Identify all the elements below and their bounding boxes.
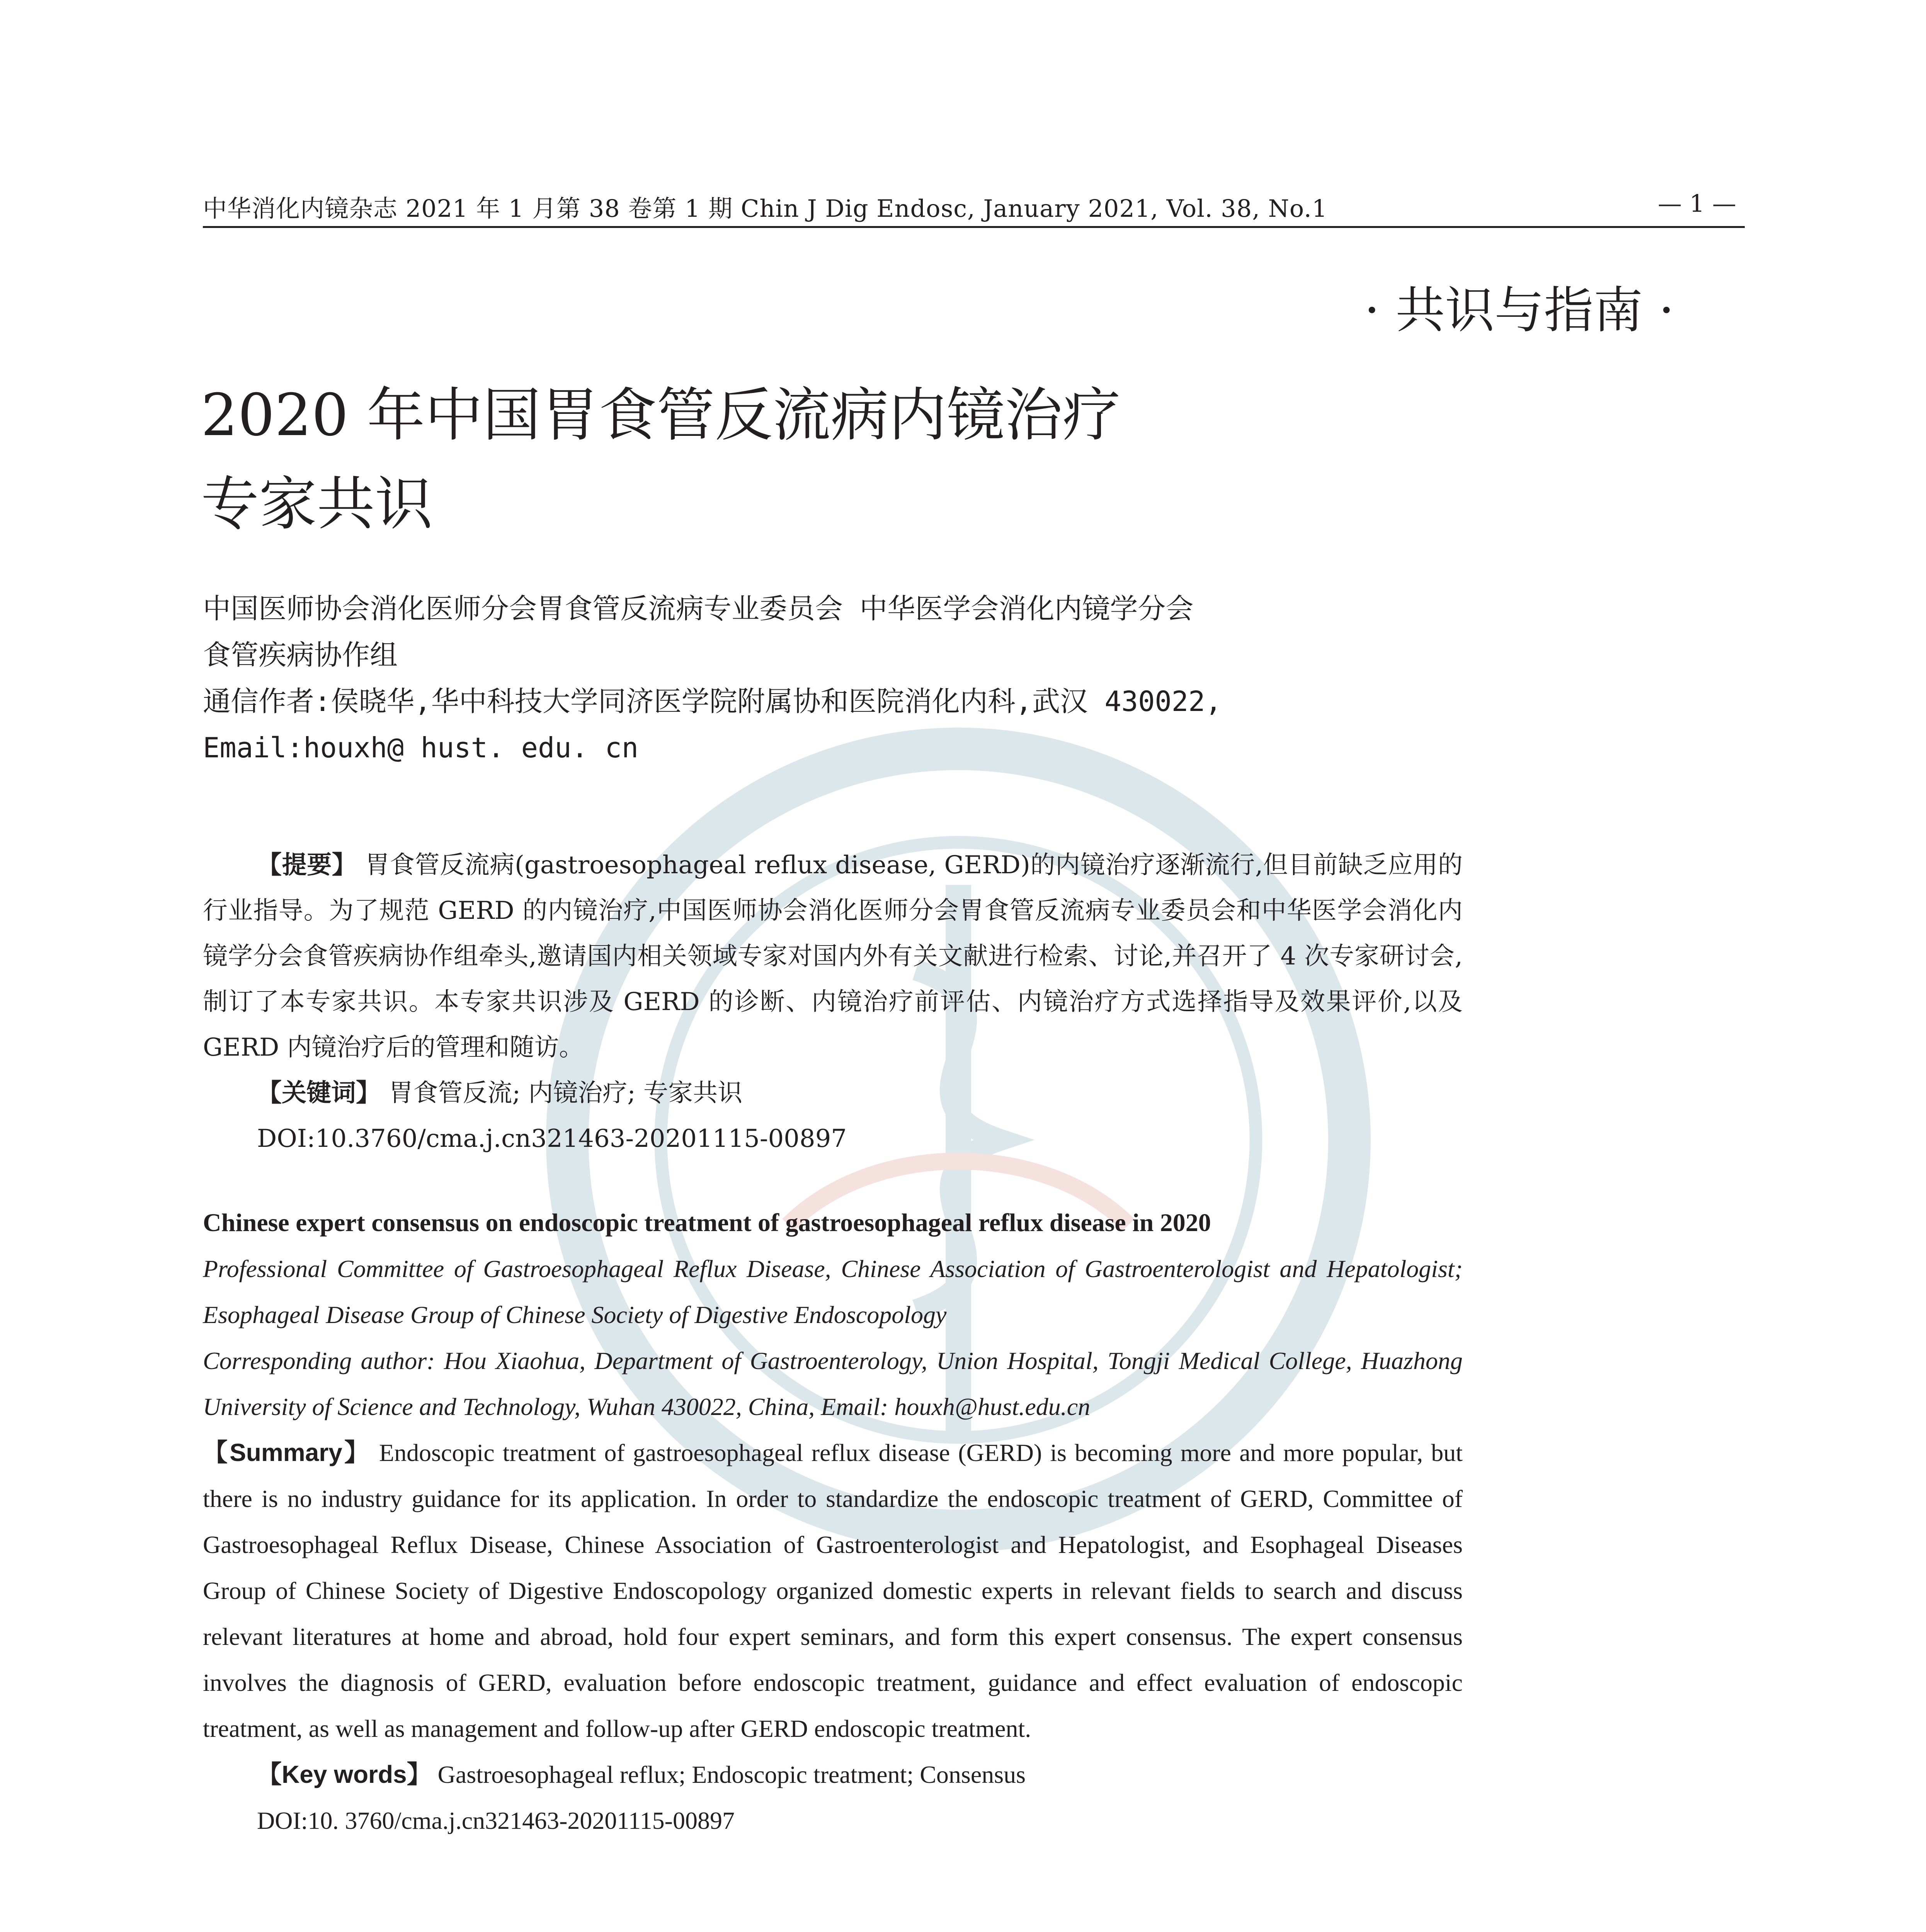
doi-cn: DOI:10.3760/cma.j.cn321463-20201115-00897: [257, 1124, 847, 1153]
section-tag: · 共识与指南 ·: [1364, 282, 1674, 339]
article-title-line-2: 专家共识: [201, 471, 433, 538]
header-divider: [203, 226, 1745, 228]
english-corresponding-author: Corresponding author: Hou Xiaohua, Department of Gastroenterology, Union Hospital, Tongji Medical College, Huazhong University of Science and Technology, Wuhan 430022, China, Email: houxh@hust.edu.cn: [203, 1347, 1463, 1420]
doi-en: DOI:10. 3760/cma.j.cn321463-20201115-00897: [257, 1807, 735, 1834]
keywords-cn: [203, 1070, 1463, 1116]
abstract-cn-text: 胃食管反流病(gastroesophageal reflux disease, GERD)的内镜治疗逐渐流行,但目前缺乏应用的行业指导。为了规范 GERD 的内镜治疗,中国医师协会消化医师分会胃食管反流病专业委员会和中华医学会消化内镜学分会食管疾病协作组牵头,邀请国内相关领域专家对国内外有关文献进行检索、讨论,并召开了 4 次专家研讨会,制订了本专家共识。本专家共识涉及 GERD 的诊断、内镜治疗前评估、内镜治疗方式选择指导及效果评价,以及 GERD 内镜治疗后的管理和随访。: [203, 851, 1463, 1062]
abstract-en: [203, 1200, 1463, 1844]
author-org-line-1: 中国医师协会消化医师分会胃食管反流病专业委员会 中华医学会消化内镜学分会: [203, 592, 1194, 625]
english-orgs: Professional Committee of Gastroesophageal Reflux Disease, Chinese Association of Gastroenterologist and Hepatologist; Esophageal Disease Group of Chinese Society of Digestive Endoscopology: [203, 1255, 1463, 1328]
abstract-cn-label: 【提要】: [257, 851, 357, 879]
journal-header: 中华消化内镜杂志 2021 年 1 月第 38 卷第 1 期 Chin J Dig Endosc, January 2021, Vol. 38, No.1: [203, 194, 1328, 223]
corresponding-author: 通信作者:侯晓华,华中科技大学同济医学院附属协和医院消化内科,武汉 430022,: [203, 685, 1222, 718]
english-summary: [203, 1430, 1463, 1752]
body-paragraph-right: [1016, 1924, 1770, 1932]
body-column-left: [203, 1924, 956, 1932]
keywords-en-label: 【Key words】: [257, 1760, 432, 1788]
english-title: Chinese expert consensus on endoscopic treatment of gastroesophageal reflux disease in 2020: [203, 1209, 1211, 1237]
corresponding-email: Email:houxh@ hust. edu. cn: [203, 731, 639, 764]
keywords-en-text: Gastroesophageal reflux; Endoscopic treatment; Consensus: [437, 1761, 1026, 1788]
article-title-line-1: 2020 年中国胃食管反流病内镜治疗: [201, 382, 1121, 449]
authors-block: [203, 585, 1517, 771]
abstract-cn: [203, 842, 1463, 1162]
article-title: [201, 371, 1438, 549]
body-paragraph-left: [203, 1924, 956, 1932]
body-column-right: [1016, 1924, 1770, 1932]
keywords-cn-label: 【关键词】: [257, 1079, 381, 1107]
keywords-en: [203, 1752, 1463, 1798]
author-org-line-2: 食管疾病协作组: [203, 639, 398, 671]
page-number: — 1 —: [1658, 189, 1736, 218]
summary-text: Endoscopic treatment of gastroesophageal reflux disease (GERD) is becoming more and more popular, but there is no industry guidance for its application. In order to standardize the endoscopic treatment of GERD, Committee of Gastroesophageal Reflux Disease, Chinese Association of Gastroenterologist and Hepatologist, and Esophageal Diseases Group of Chinese Society of Digestive Endoscopology organized domestic experts in relevant fields to search and discuss relevant literatures at home and abroad, hold four expert seminars, and form this expert consensus. The expert consensus involves the diagnosis of GERD, evaluation before endoscopic treatment, guidance and effect evaluation of endoscopic treatment, as well as management and follow-up after GERD endoscopic treatment.: [203, 1439, 1463, 1742]
keywords-cn-text: 胃食管反流; 内镜治疗; 专家共识: [388, 1079, 743, 1107]
summary-label: 【Summary】: [203, 1439, 371, 1466]
abstract-cn-paragraph: [203, 842, 1463, 1070]
